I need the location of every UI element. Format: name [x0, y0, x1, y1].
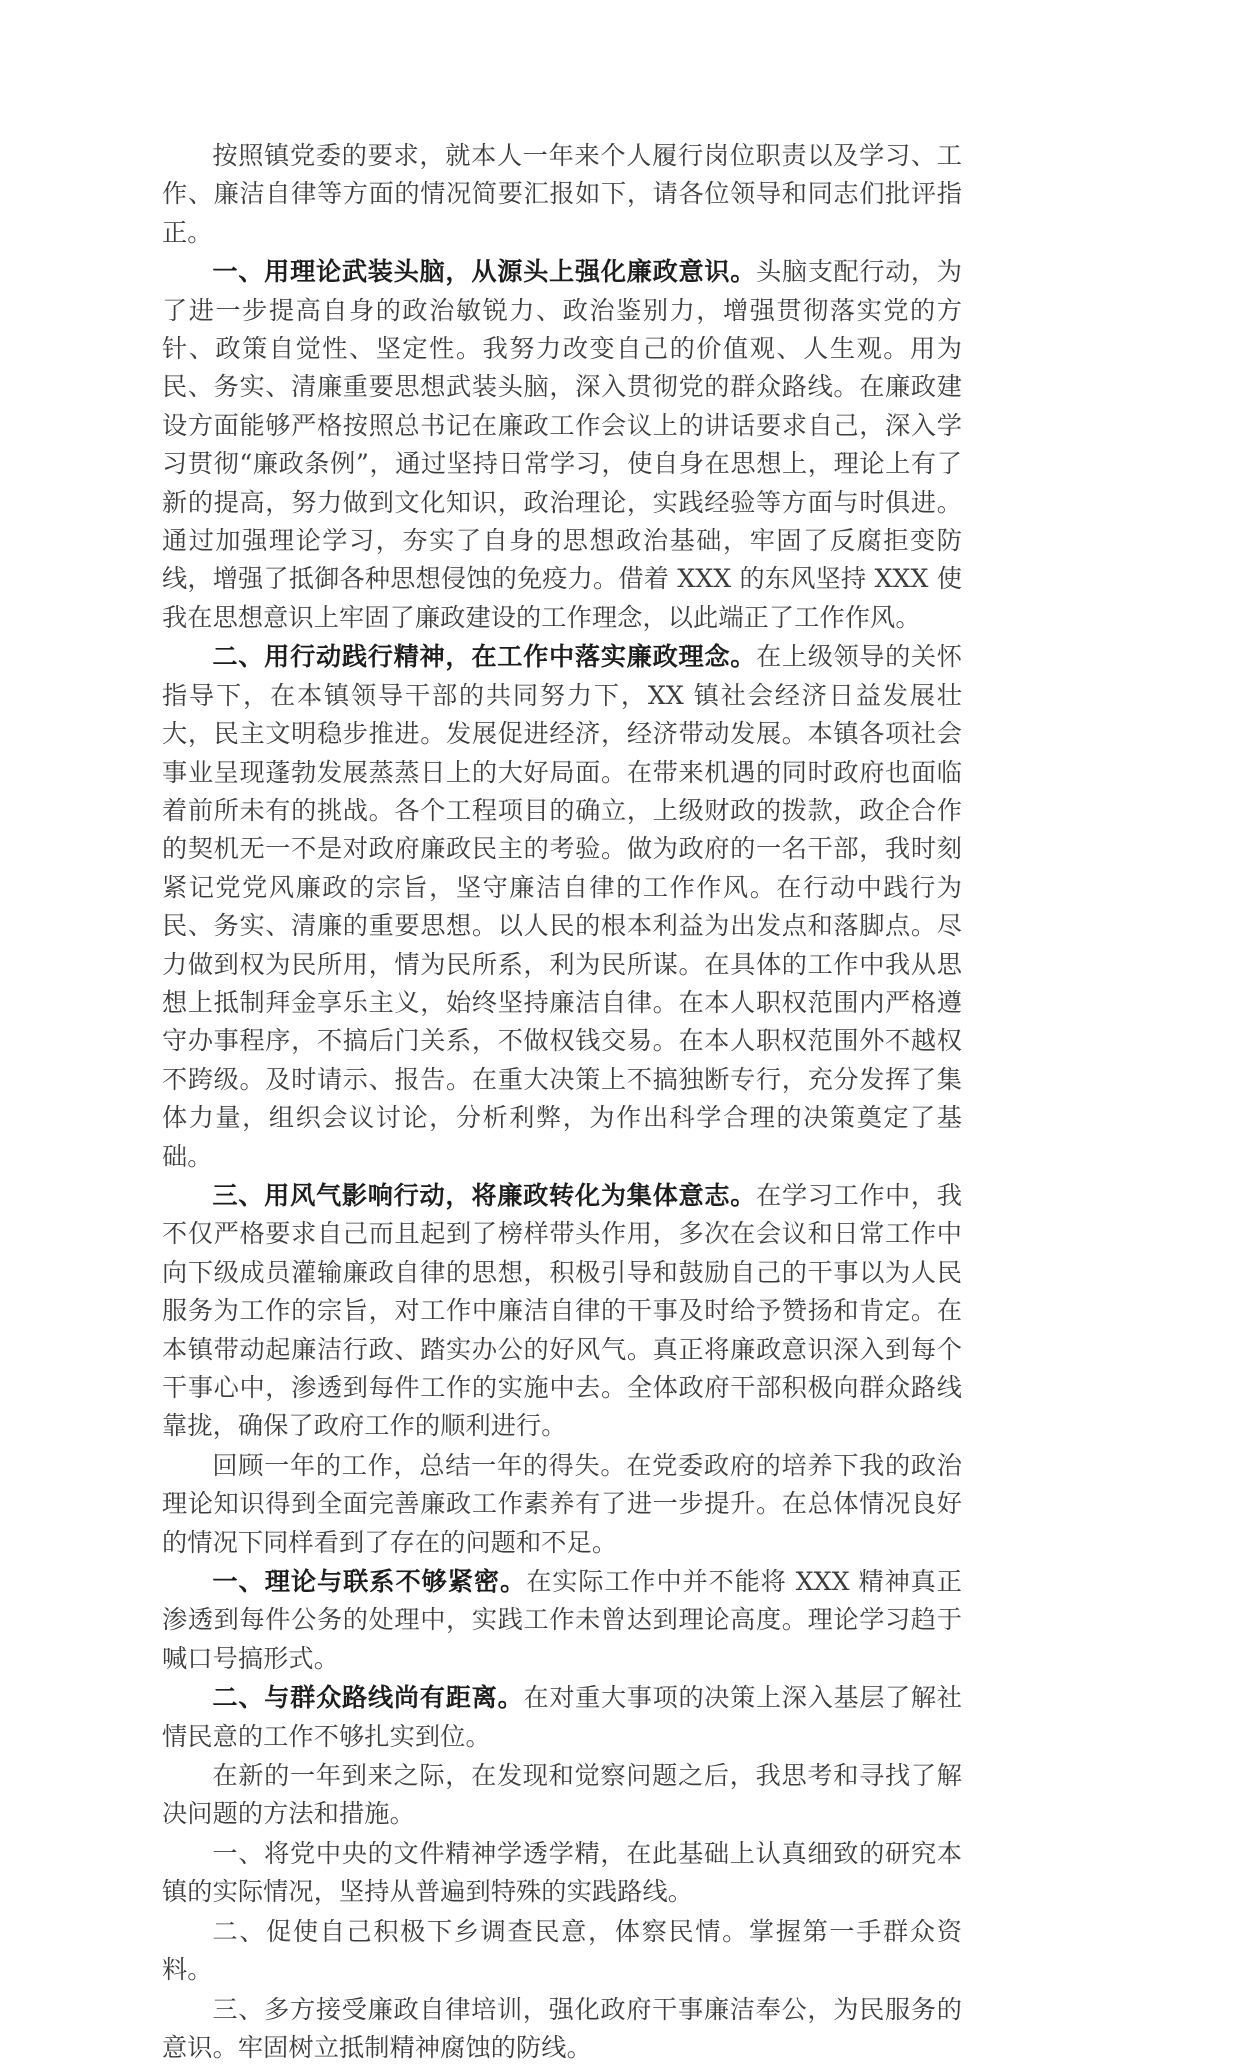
- paragraph-measure-1: [162, 1834, 962, 1912]
- paragraph-measure-3: [162, 1990, 962, 2067]
- paragraph-problem-2: [162, 1678, 962, 1756]
- paragraph-section-1: [162, 252, 962, 637]
- paragraph-intro: [162, 136, 962, 252]
- paragraph-problem-1: [162, 1562, 962, 1678]
- paragraph-lead: 一、理论与联系不够紧密。: [212, 1566, 526, 1596]
- paragraph-review: [162, 1446, 962, 1562]
- paragraph-text: 回顾一年的工作，总结一年的得失。在党委政府的培养下我的政治理论知识得到全面完善廉政工作素养有了进一步提升。在总体情况良好的情况下同样看到了存在的问题和不足。: [162, 1451, 962, 1557]
- paragraph-measures-intro: [162, 1756, 962, 1834]
- paragraph-text: 在对重大事项的决策上深入基层了解社情民意的工作不够扎实到位。: [162, 1683, 962, 1750]
- paragraph-text: 按照镇党委的要求，就本人一年来个人履行岗位职责以及学习、工作、廉洁自律等方面的情况简要汇报如下，请各位领导和同志们批评指正。: [162, 141, 962, 247]
- document-text-body: [162, 136, 962, 2067]
- paragraph-text: 一、将党中央的文件精神学透学精，在此基础上认真细致的研究本镇的实际情况，坚持从普遍到特殊的实践路线。: [162, 1839, 962, 1906]
- paragraph-lead: 二、用行动践行精神，在工作中落实廉政理念。: [212, 641, 756, 671]
- paragraph-text: 在上级领导的关怀指导下，在本镇领导干部的共同努力下，XX 镇社会经济日益发展壮大，民主文明稳步推进。发展促进经济，经济带动发展。本镇各项社会事业呈现蓬勃发展蒸蒸日上的大好局面。在带来机遇的同时政府也面临着前所未有的挑战。各个工程项目的确立，上级财政的拨款，政企合作的契机无一不是对政府廉政民主的考验。做为政府的一名干部，我时刻紧记党党风廉政的宗旨，坚守廉洁自律的工作作风。在行动中践行为民、务实、清廉的重要思想。以人民的根本利益为出发点和落脚点。尽力做到权为民所用，情为民所系，利为民所谋。在具体的工作中我从思想上抵制拜金享乐主义，始终坚持廉洁自律。在本人职权范围内严格遵守办事程序，不搞后门关系，不做权钱交易。在本人职权范围外不越权不跨级。及时请示、报告。在重大决策上不搞独断专行，充分发挥了集体力量，组织会议讨论，分析利弊，为作出科学合理的决策奠定了基础。: [162, 642, 962, 1170]
- paragraph-lead: 二、与群众路线尚有距离。: [212, 1682, 523, 1712]
- paragraph-text: 头脑支配行动，为了进一步提高自身的政治敏锐力、政治鉴别力，增强贯彻落实党的方针、政策自觉性、坚定性。我努力改变自己的价值观、人生观。用为民、务实、清廉重要思想武装头脑，深入贯彻党的群众路线。在廉政建设方面能够严格按照总书记在廉政工作会议上的讲话要求自己，深入学习贯彻“廉政条例”，通过坚持日常学习，使自身在思想上，理论上有了新的提高，努力做到文化知识，政治理论，实践经验等方面与时俱进。通过加强理论学习，夯实了自身的思想政治基础，牢固了反腐拒变防线，增强了抵御各种思想侵蚀的免疫力。借着 XXX 的东风坚持 XXX 使我在思想意识上牢固了廉政建设的工作理念，以此端正了工作作风。: [162, 257, 962, 632]
- paragraph-text: 二、促使自己积极下乡调查民意，体察民情。掌握第一手群众资料。: [162, 1917, 962, 1984]
- paragraph-measure-2: [162, 1912, 962, 1990]
- paragraph-text: 在学习工作中，我不仅严格要求自己而且起到了榜样带头作用，多次在会议和日常工作中向下级成员灌输廉政自律的思想，积极引导和鼓励自己的干事以为人民服务为工作的宗旨，对工作中廉洁自律的干事及时给予赞扬和肯定。在本镇带动起廉洁行政、踏实办公的好风气。真正将廉政意识深入到每个干事心中，渗透到每件工作的实施中去。全体政府干部积极向群众路线靠拢，确保了政府工作的顺利进行。: [162, 1181, 962, 1440]
- paragraph-section-2: [162, 637, 962, 1176]
- paragraph-section-3: [162, 1176, 962, 1446]
- paragraph-lead: 三、用风气影响行动，将廉政转化为集体意志。: [212, 1180, 756, 1210]
- paragraph-lead: 一、用理论武装头脑，从源头上强化廉政意识。: [212, 256, 756, 286]
- paragraph-text: 在实际工作中并不能将 XXX 精神真正渗透到每件公务的处理中，实践工作未曾达到理论高度。理论学习趋于喊口号搞形式。: [162, 1567, 962, 1673]
- paragraph-text: 三、多方接受廉政自律培训，强化政府干事廉洁奉公，为民服务的意识。牢固树立抵制精神腐蚀的防线。: [162, 1995, 962, 2062]
- paragraph-text: 在新的一年到来之际，在发现和觉察问题之后，我思考和寻找了解决问题的方法和措施。: [162, 1761, 962, 1828]
